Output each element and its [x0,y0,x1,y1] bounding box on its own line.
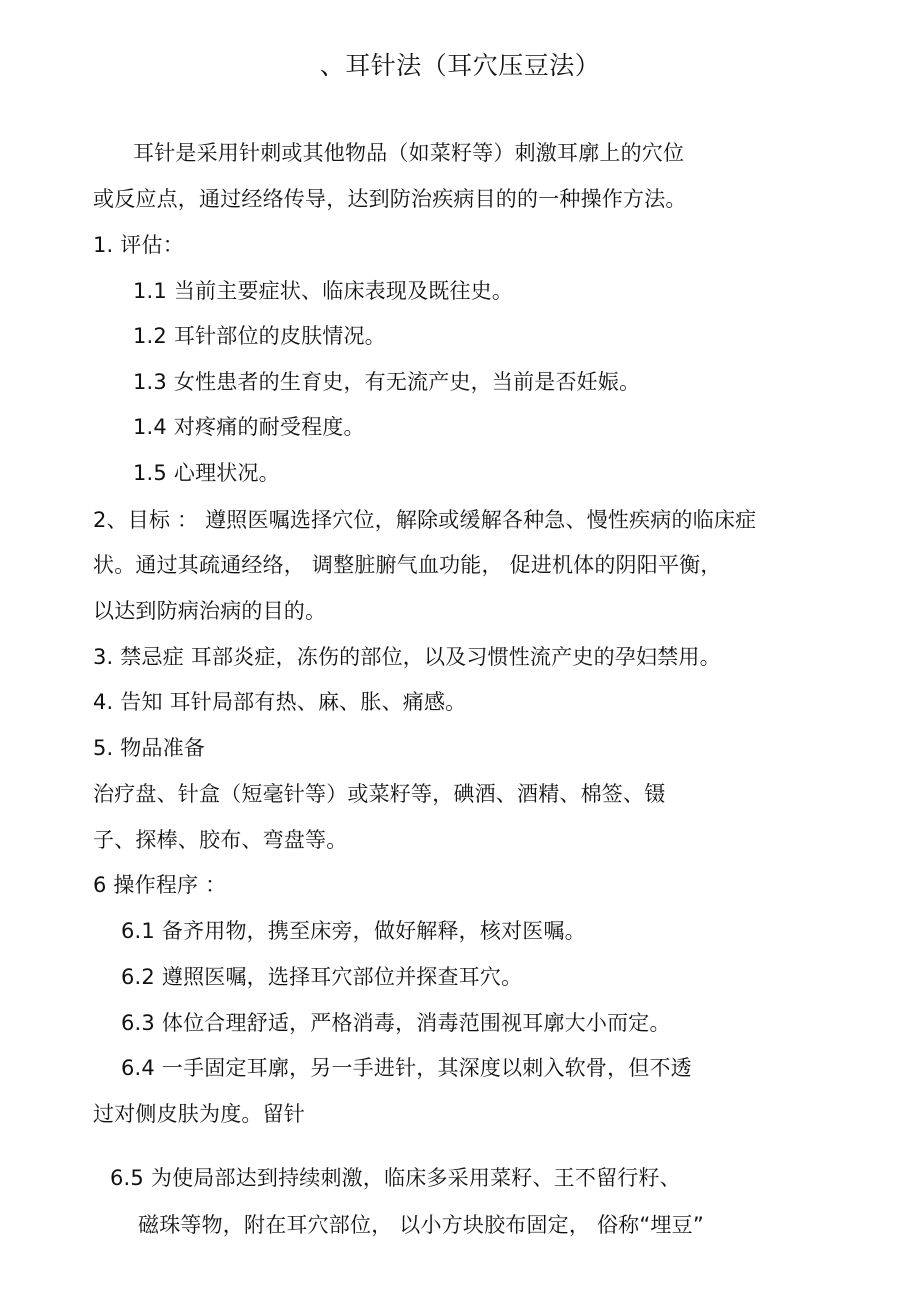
supplies-line-1: 治疗盘、针盒（短毫针等）或菜籽等，碘酒、酒精、棉签、镊 [93,782,666,806]
assessment-item-3: 1.3 女性患者的生育史，有无流产史，当前是否妊娠。 [133,370,641,394]
intro-line-1: 耳针是采用针刺或其他物品（如菜籽等）刺激耳廓上的穴位 [133,141,685,165]
contraindication-line: 3. 禁忌症 耳部炎症，冻伤的部位，以及习惯性流产史的孕妇禁用。 [93,645,721,669]
assessment-item-5: 1.5 心理状况。 [133,461,280,485]
assessment-heading: 1. 评估： [93,233,184,257]
procedure-item-1: 6.1 备齐用物，携至床旁，做好解释，核对医嘱。 [121,919,586,943]
procedure-item-4-cont: 过对侧皮肤为度。留针 [93,1102,305,1126]
procedure-heading: 6 操作程序 ： [93,873,227,897]
procedure-item-5-cont: 磁珠等物，附在耳穴部位， 以小方块胶布固定， 俗称“埋豆” [138,1213,704,1237]
supplies-heading: 5. 物品准备 [93,736,206,760]
goal-line-3: 以达到防病治病的目的。 [93,599,327,623]
assessment-item-1: 1.1 当前主要症状、临床表现及既往史。 [133,279,514,303]
intro-line-2: 或反应点，通过经络传导，达到防治疾病目的的一种操作方法。 [93,187,687,211]
assessment-item-2: 1.2 耳针部位的皮肤情况。 [133,324,386,348]
procedure-item-4: 6.4 一手固定耳廓，另一手进针，其深度以刺入软骨，但不透 [121,1056,692,1080]
notice-line: 4. 告知 耳针局部有热、麻、胀、痛感。 [93,690,467,714]
supplies-line-2: 子、探棒、胶布、弯盘等。 [93,828,348,852]
document-title: 、耳针法（耳穴压豆法） [319,51,601,80]
goal-line-1: 2、目标 ： 遵照医嘱选择穴位，解除或缓解各种急、慢性疾病的临床症 [93,508,757,532]
procedure-item-3: 6.3 体位合理舒适，严格消毒，消毒范围视耳廓大小而定。 [121,1011,671,1035]
assessment-item-4: 1.4 对疼痛的耐受程度。 [133,415,365,439]
goal-line-2: 状。通过其疏通经络， 调整脏腑气血功能， 促进机体的阴阳平衡， [93,553,722,577]
procedure-item-5: 6.5 为使局部达到持续刺激，临床多采用菜籽、王不留行籽、 [110,1166,681,1190]
procedure-item-2: 6.2 遵照医嘱，选择耳穴部位并探查耳穴。 [121,965,523,989]
